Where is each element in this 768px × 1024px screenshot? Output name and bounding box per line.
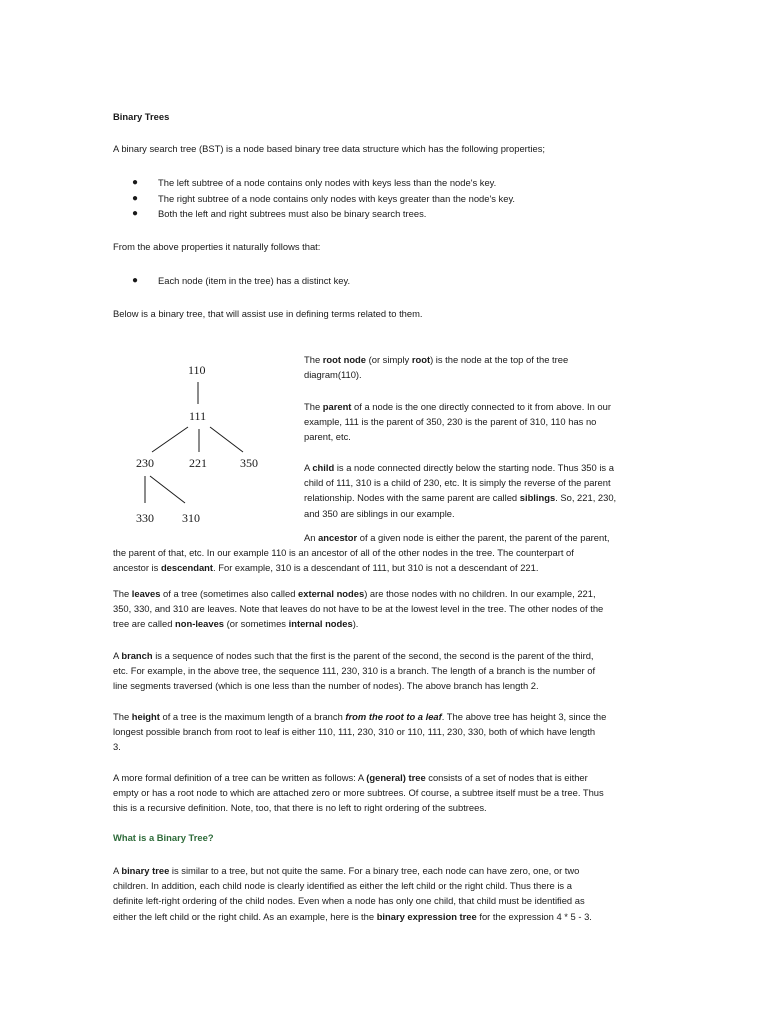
tree-node: 221 [189, 456, 207, 470]
branch-paragraph: A branch is a sequence of nodes such that the first is the parent of the second, the second is the parent of the third, etc. For example, in the above tree, the sequence 111, 230, 310 is a branch. The length of a branch is the number of line segments traversed (which is one less than the number of nodes). The above branch has length 2. [113, 650, 596, 692]
property-item: The right subtree of a node contains only nodes with keys greater than the node's key. [158, 193, 516, 204]
formal-paragraph: A more formal definition of a tree can be written as follows: A (general) tree consists of a set of nodes that is either empty or has a root node to which are attached zero or more subtrees. Of course, a subtree itself must be a tree. Thus this is a recursive definition. Note, too, that there is no left to right ordering of the subtrees. [113, 772, 604, 814]
root-paragraph: The root node (or simply root) is the node at the top of the tree diagram(110). [304, 354, 569, 381]
tree-edge [210, 427, 243, 452]
ancestor-paragraph-rest: the parent of that, etc. In our example 110 is an ancestor of all of the other nodes in the tree. The counterpart of ancestor is descendant. For example, 310 is a descendant of 111, but 310 is not a descendant of 221. [113, 547, 574, 574]
section-heading: What is a Binary Tree? [113, 832, 214, 843]
tree-node: 230 [136, 456, 154, 470]
property-item: Both the left and right subtrees must also be binary search trees. [158, 208, 427, 219]
height-paragraph: The height of a tree is the maximum length of a branch from the root to a leaf. The above tree has height 3, since the longest possible branch from root to leaf is either 110, 111, 230, 310 or 110, 111, 230, 330, both of which have length 3. [113, 711, 607, 753]
tree-edge [150, 476, 185, 503]
child-paragraph: A child is a node connected directly below the starting node. Thus 350 is a child of 111, 310 is a child of 230, etc. It is simply the reverse of the parent relationship. Nodes with the same parent are called siblings. So, 221, 230, and 350 are siblings in our example. [304, 462, 617, 519]
doc-title: Binary Trees [113, 111, 170, 122]
tree-diagram [128, 355, 278, 530]
tree-node: 111 [189, 409, 207, 423]
property-item: The left subtree of a node contains only nodes with keys less than the node's key. [158, 177, 497, 188]
parent-paragraph: The parent of a node is the one directly connected to it from above. In our example, 111 is the parent of 350, 230 is the parent of 310, 110 has no parent, etc. [304, 401, 611, 443]
bullet-icon: ● [132, 275, 139, 286]
below-text: Below is a binary tree, that will assist use in defining terms related to them. [113, 308, 423, 319]
tree-node: 110 [188, 363, 206, 377]
tree-node: 350 [240, 456, 258, 470]
tree-node: 330 [136, 511, 154, 525]
leaves-paragraph: The leaves of a tree (sometimes also called external nodes) are those nodes with no children. In our example, 221, 350, 330, and 310 are leaves. Note that leaves do not have to be at the lowest level in the tree. The other nodes of the tree are called non-leaves (or sometimes internal nodes). [113, 588, 604, 630]
binary-tree-paragraph: A binary tree is similar to a tree, but not quite the same. For a binary tree, each node can have zero, one, or two children. In addition, each child node is clearly identified as either the left child or the right child. Thus there is a definite left-right ordering of the child nodes. Even when a node has only one child, that child must be identified as either the left child or the right child. As an example, here is the binary expression tree for the expression 4 * 5 - 3. [113, 865, 592, 922]
ancestor-line-1: An ancestor of a given node is either the parent, the parent of the parent, [304, 532, 610, 543]
follows-text: From the above properties it naturally follows that: [113, 241, 321, 252]
bullet-icon: ● [132, 177, 139, 188]
follow-item: Each node (item in the tree) has a distinct key. [158, 275, 351, 286]
bullet-icon: ● [132, 208, 139, 219]
bullet-icon: ● [132, 193, 139, 204]
intro-text: A binary search tree (BST) is a node based binary tree data structure which has the following properties; [113, 143, 545, 154]
tree-edge [152, 427, 188, 452]
tree-node: 310 [182, 511, 200, 525]
